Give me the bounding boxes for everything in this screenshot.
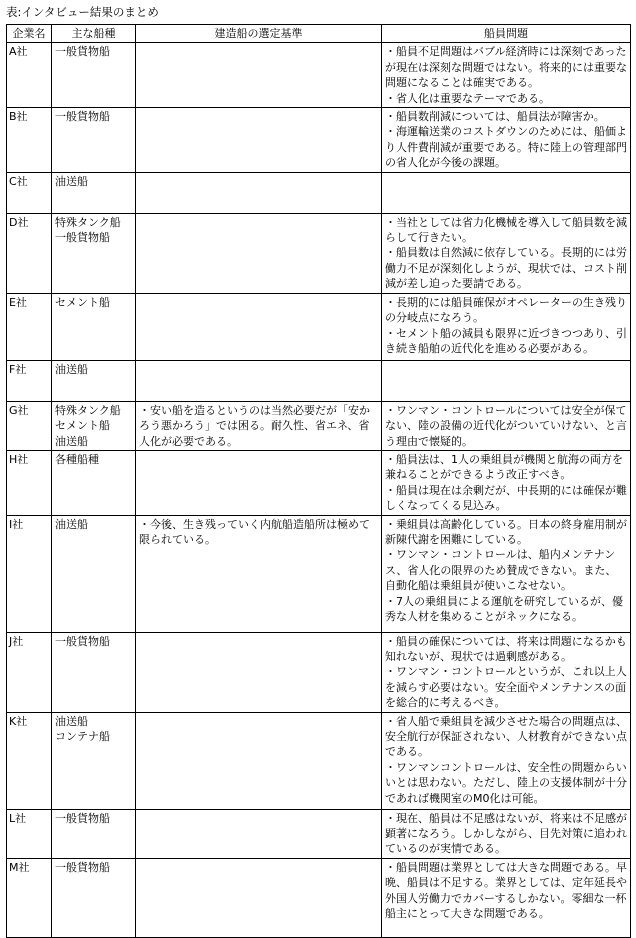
- header-company: 企業名: [7, 25, 52, 43]
- ship-types-cell: [52, 515, 136, 632]
- header-crew-issues: 船員問題: [382, 25, 631, 43]
- table-row: [7, 515, 631, 632]
- crew-issue-text: ・ワンマンコントロールは、安全性の問題からいいとは思わない。ただし、陸上の支援体制が十分であれば機関室のM0化は可能。: [385, 760, 627, 805]
- criteria-text: ・今後、生き残っていく内航船造船所は極めて限られている。: [139, 517, 370, 546]
- interview-summary-table: [6, 24, 631, 938]
- ship-type: 特殊タンク船: [55, 215, 121, 229]
- table-row: [7, 858, 631, 937]
- header-ship-types: 主な船種: [52, 25, 136, 43]
- ship-types-cell: [52, 293, 136, 360]
- company-cell: I社: [7, 515, 52, 632]
- crew-issues-cell: [382, 108, 631, 173]
- table-row: [7, 712, 631, 809]
- crew-issues-cell: [382, 515, 631, 632]
- ship-type: 一般貨物船: [55, 860, 110, 874]
- table-row: [7, 632, 631, 712]
- table-row: [7, 213, 631, 293]
- crew-issue-text: ・船員不足問題はバブル経済時には深刻であったが現在は深刻な問題ではない。将来的には重要な問題になることは確実である。: [385, 45, 627, 90]
- selection-criteria-cell: [136, 293, 382, 360]
- table-row: [7, 401, 631, 450]
- crew-issue-text: ・7人の乗組員による運航を研究しているが、優秀な人材を集めることがネックになる。: [385, 594, 623, 623]
- table-row: [7, 809, 631, 858]
- company-cell: J社: [7, 632, 52, 712]
- crew-issue-text: ・長期的には船員確保がオペレーターの生き残りの分岐点になろう。: [385, 295, 627, 325]
- selection-criteria-cell: [136, 450, 382, 515]
- crew-issue-text: ・省人船で乗組員を減少させた場合の問題点は、安全航行が保証されない、人材教育ができない点である。: [385, 714, 627, 759]
- company-cell: M社: [7, 858, 52, 937]
- table-caption: 表:インタビュー結果のまとめ: [6, 5, 159, 19]
- crew-issue-text: ・海運輸送業のコストダウンのためには、船価より人件費削減が重要である。特に陸上の管理部門の省人化が今後の課題。: [385, 125, 627, 170]
- ship-types-cell: [52, 108, 136, 173]
- crew-issues-cell: [382, 401, 631, 450]
- table-body: [7, 43, 631, 937]
- ship-types-cell: [52, 632, 136, 712]
- ship-type: セメント船: [55, 419, 110, 433]
- company-cell: D社: [7, 213, 52, 293]
- ship-type: 油送船: [55, 517, 88, 531]
- selection-criteria-cell: [136, 108, 382, 173]
- ship-type: 一般貨物船: [55, 231, 110, 245]
- ship-type: 油送船: [55, 174, 88, 188]
- crew-issue-text: ・船員数削減については、船員法が障害か。: [385, 110, 605, 124]
- ship-type: 一般貨物船: [55, 634, 110, 648]
- ship-type: 一般貨物船: [55, 811, 110, 825]
- crew-issues-cell: [382, 213, 631, 293]
- ship-types-cell: [52, 858, 136, 937]
- crew-issue-text: ・ワンマン・コントロールというが、これ以上人を減らす必要はない。安全面やメンテナンスの面を総合的に考えるべき。: [385, 665, 627, 710]
- crew-issues-cell: [382, 632, 631, 712]
- table-row: [7, 172, 631, 213]
- crew-issues-cell: [382, 360, 631, 401]
- ship-types-cell: [52, 809, 136, 858]
- ship-types-cell: [52, 712, 136, 809]
- company-cell: G社: [7, 401, 52, 450]
- crew-issue-text: ・船員問題は業界としては大きな問題である。早晩、船員は不足する。業界としては、定年延長や外国人労働力でカバーするしかない。零細な一杯船主にとって大きな問題である。: [385, 860, 627, 920]
- ship-types-cell: [52, 172, 136, 213]
- selection-criteria-cell: [136, 213, 382, 293]
- ship-types-cell: [52, 450, 136, 515]
- crew-issues-cell: [382, 293, 631, 360]
- selection-criteria-cell: [136, 172, 382, 213]
- selection-criteria-cell: [136, 43, 382, 108]
- crew-issue-text: ・セメント船の減員も限界に近づきつつあり、引き続き船舶の近代化を進める必要がある。: [385, 326, 627, 355]
- table-row: [7, 108, 631, 173]
- selection-criteria-cell: [136, 858, 382, 937]
- company-cell: A社: [7, 43, 52, 108]
- company-cell: K社: [7, 712, 52, 809]
- company-cell: F社: [7, 360, 52, 401]
- crew-issue-text: ・船員数は自然減に依存している。長期的には労働力不足が深刻化しようが、現状では、コスト削減が差し迫った要請である。: [385, 246, 627, 291]
- ship-type: 特殊タンク船: [55, 403, 121, 417]
- ship-type: 油送船: [55, 362, 88, 376]
- table-row: [7, 450, 631, 515]
- header-selection-criteria: 建造船の選定基準: [136, 25, 382, 43]
- ship-type: セメント船: [55, 295, 110, 309]
- ship-types-cell: [52, 213, 136, 293]
- crew-issue-text: ・船員は現在は余剰だが、中長期的には確保が難しくなってくる見込み。: [385, 483, 627, 513]
- crew-issues-cell: [382, 712, 631, 809]
- ship-type: 一般貨物船: [55, 45, 110, 59]
- ship-types-cell: [52, 360, 136, 401]
- table-row: [7, 43, 631, 108]
- crew-issues-cell: [382, 43, 631, 108]
- company-cell: E社: [7, 293, 52, 360]
- crew-issues-cell: [382, 172, 631, 213]
- crew-issue-text: ・ワンマン・コントロールについては安全が保てない、陸の設備の近代化がついていけない、と言う理由で懐疑的。: [385, 403, 627, 448]
- crew-issue-text: ・船員の確保については、将来は問題になるかも知れないが、現状では過剰感がある。: [385, 634, 627, 663]
- crew-issues-cell: [382, 809, 631, 858]
- criteria-text: ・安い船を造るというのは当然必要だが「安かろう悪かろう」では困る。耐久性、省エネ、省人化が必要である。: [139, 403, 370, 448]
- selection-criteria-cell: [136, 401, 382, 450]
- company-cell: L社: [7, 809, 52, 858]
- ship-types-cell: [52, 401, 136, 450]
- crew-issue-text: ・当社としては省力化機械を導入して船員数を減らして行きたい。: [385, 215, 627, 245]
- company-cell: B社: [7, 108, 52, 173]
- ship-type: 各種船種: [55, 452, 99, 466]
- crew-issues-cell: [382, 450, 631, 515]
- crew-issue-text: ・現在、船員は不足感はないが、将来は不足感が顕著になろう。しかしながら、目先対策に追われているのが実情である。: [385, 811, 627, 856]
- ship-type: 一般貨物船: [55, 110, 110, 124]
- company-cell: C社: [7, 172, 52, 213]
- selection-criteria-cell: [136, 712, 382, 809]
- crew-issues-cell: [382, 858, 631, 937]
- table-row: [7, 293, 631, 360]
- table-row: [7, 360, 631, 401]
- ship-type: 油送船: [55, 434, 88, 448]
- ship-type: 油送船: [55, 714, 88, 728]
- selection-criteria-cell: [136, 515, 382, 632]
- selection-criteria-cell: [136, 632, 382, 712]
- ship-types-cell: [52, 43, 136, 108]
- crew-issue-text: ・乗組員は高齢化している。日本の終身雇用制が新陳代謝を困難にしている。: [385, 517, 627, 546]
- crew-issue-text: ・省人化は重要なテーマである。: [385, 91, 550, 105]
- crew-issue-text: ・ワンマン・コントロールは、船内メンテナンス、省人化の限界のため賛成できない。また、自動化船は乗組員が使いこなせない。: [385, 548, 617, 593]
- ship-type: コンテナ船: [55, 729, 110, 743]
- crew-issue-text: ・船員法は、1人の乗組員が機関と航海の両方を兼ねることができるよう改正すべき。: [385, 452, 623, 482]
- selection-criteria-cell: [136, 809, 382, 858]
- company-cell: H社: [7, 450, 52, 515]
- selection-criteria-cell: [136, 360, 382, 401]
